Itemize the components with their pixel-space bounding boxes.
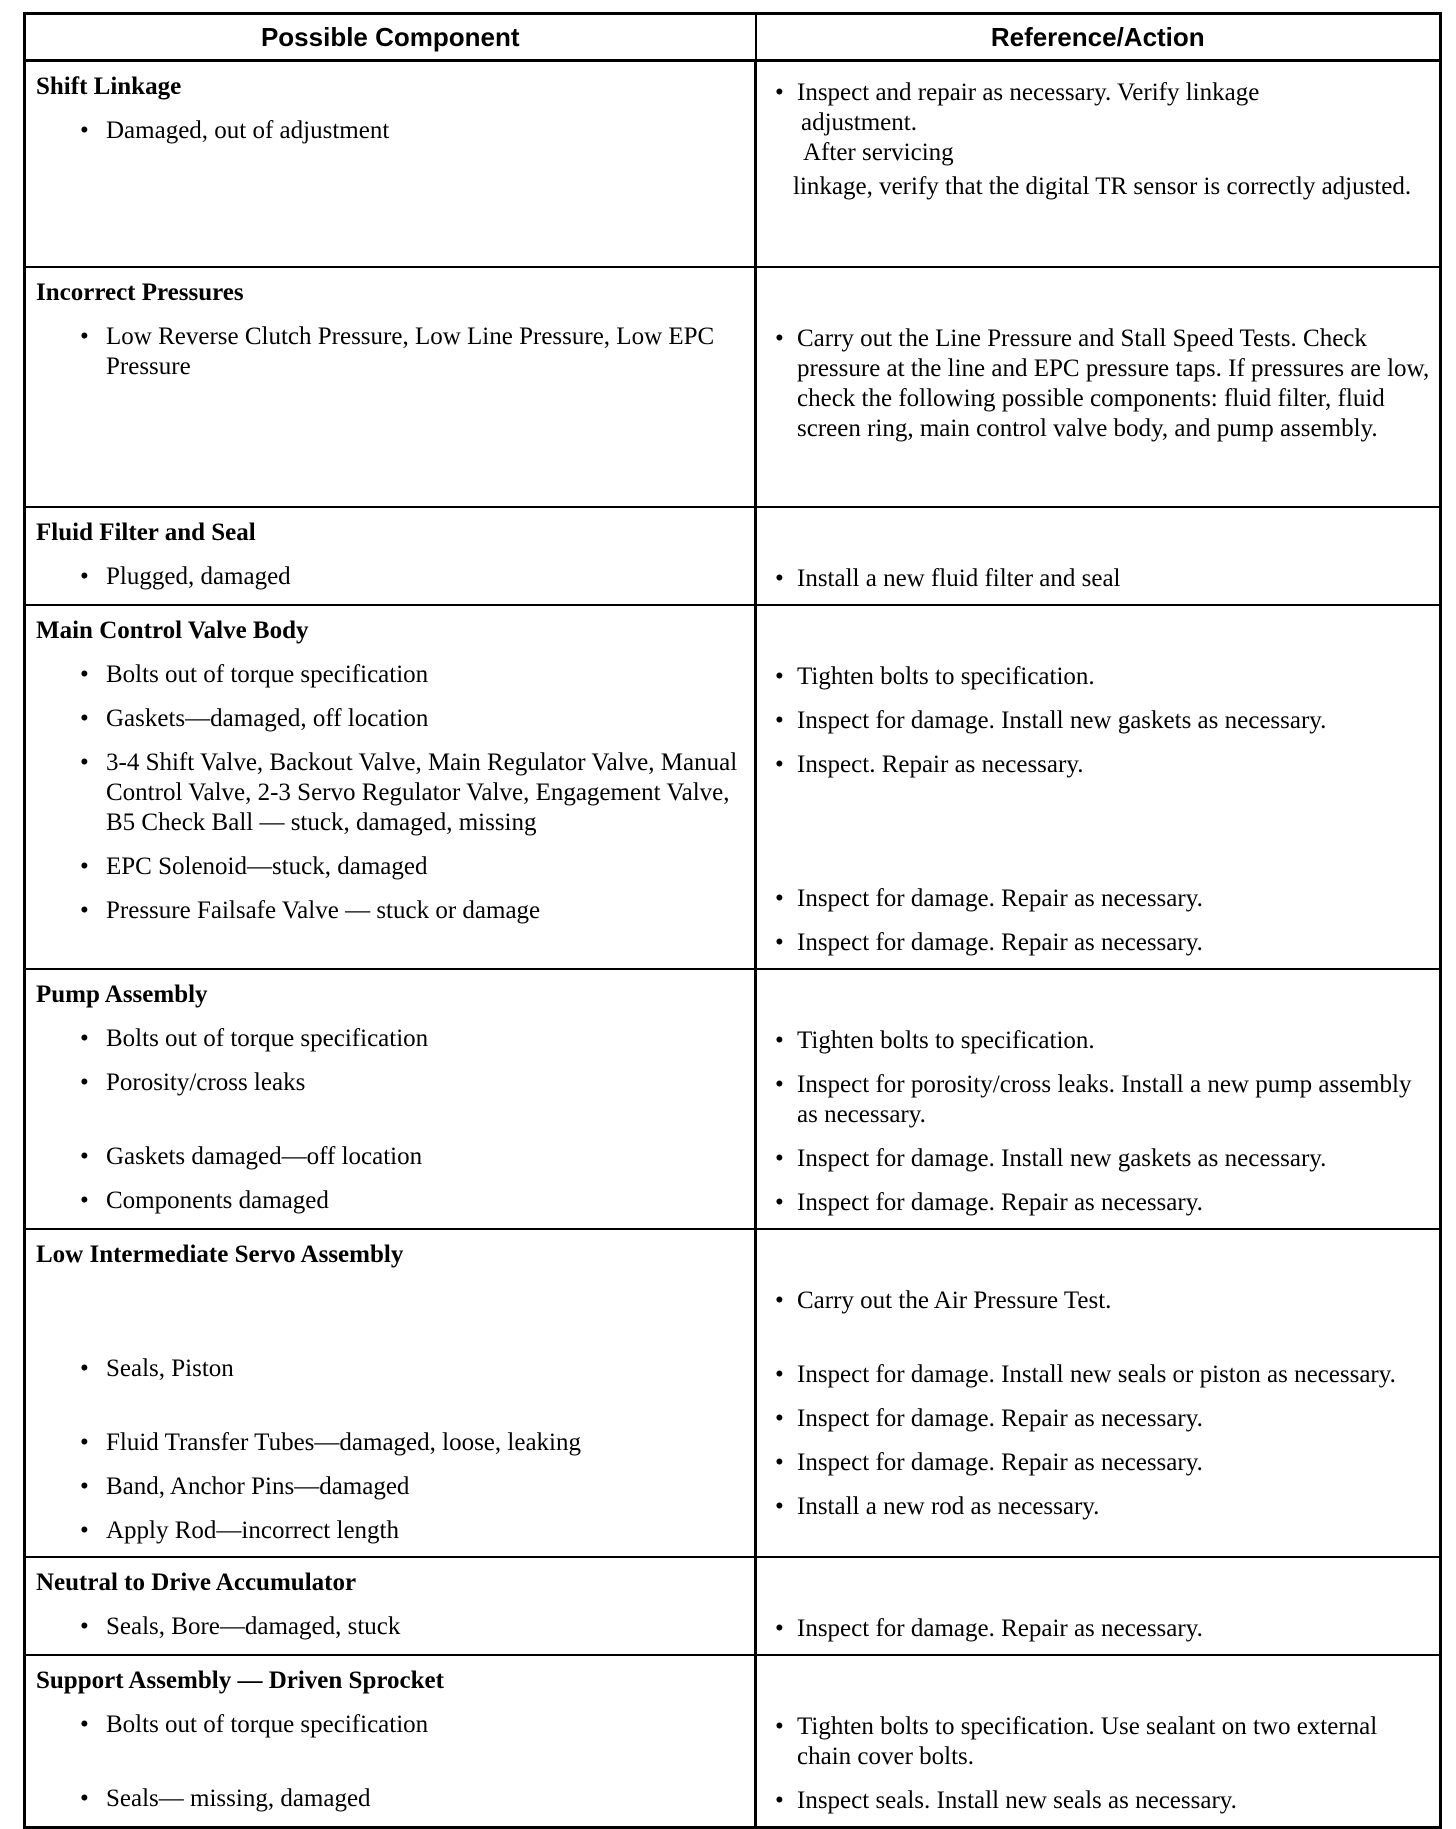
bullet: • (80, 1354, 89, 1382)
section-title: Low Intermediate Servo Assembly (36, 1240, 404, 1268)
bullet: • (80, 1068, 89, 1096)
bullet: • (80, 704, 89, 732)
action-cell (756, 1229, 1441, 1557)
action-cell (756, 605, 1441, 969)
bullet: • (775, 1286, 784, 1314)
component-cell (25, 267, 756, 507)
section-fluid-filter-seal (25, 507, 1441, 605)
section-title: Pump Assembly (36, 980, 208, 1008)
action-item: • Tighten bolts to specification. (775, 1026, 1095, 1054)
component-cell (25, 61, 756, 267)
section-title: Neutral to Drive Accumulator (36, 1568, 357, 1596)
section-shift-linkage (25, 61, 1441, 267)
component-item: • Seals, Bore—damaged, stuck (80, 1612, 401, 1640)
section-title: Fluid Filter and Seal (36, 518, 256, 546)
bullet: • (775, 662, 784, 690)
bullet: • (80, 117, 89, 144)
bullet: • (775, 79, 784, 106)
action-item: • Inspect for damage. Repair as necessary. (775, 1188, 1203, 1216)
bullet: • (80, 1024, 89, 1052)
component-cell (25, 1229, 756, 1557)
bullet: • (775, 706, 784, 734)
component-item: • Bolts out of torque specification (80, 1710, 429, 1738)
bullet: • (80, 896, 89, 924)
bullet: • (775, 1188, 784, 1216)
bullet: • (80, 1142, 89, 1170)
action-item: • Tighten bolts to specification. Use sealant on two external chain cover bolts. (775, 1712, 1378, 1770)
action-cell (756, 267, 1441, 507)
component-item: • Bolts out of torque specification (80, 660, 429, 688)
bullet: • (775, 1070, 784, 1098)
bullet: • (80, 748, 89, 776)
component-cell (25, 1557, 756, 1655)
action-cell (756, 1557, 1441, 1655)
component-item: • Components damaged (80, 1186, 329, 1214)
bullet: • (775, 1492, 784, 1520)
action-item: • Inspect for damage. Repair as necessary. (775, 928, 1203, 956)
action-item: • Inspect. Repair as necessary. (775, 750, 1084, 778)
action-item: • Inspect for damage. Install new gaskets as necessary. (775, 706, 1327, 734)
component-cell (25, 507, 756, 605)
component-cell (25, 605, 756, 969)
header-reference-action: Reference/Action (756, 14, 1441, 61)
component-item: • Bolts out of torque specification (80, 1024, 429, 1052)
component-item: • Gaskets damaged—off location (80, 1142, 423, 1170)
action-cell (756, 61, 1441, 267)
section-low-intermediate-servo (25, 1229, 1441, 1557)
section-main-control-valve-body (25, 605, 1441, 969)
bullet: • (80, 1428, 89, 1456)
bullet: • (80, 1784, 89, 1812)
action-item: • Carry out the Line Pressure and Stall Speed Tests. Check pressure at the line and EPC pressure taps. If pressures are low, check the following possible components: fluid filter, fluid screen ring, main control valve body, and pump assembly. (775, 324, 1430, 442)
bullet: • (80, 322, 89, 350)
action-cell (756, 1655, 1441, 1828)
bullet: • (775, 324, 784, 352)
bullet: • (80, 562, 89, 590)
action-text: linkage, verify that the digital TR sensor is correctly adjusted. (793, 173, 1412, 200)
section-support-assembly-driven-sprocket (25, 1655, 1441, 1828)
action-item: • Inspect for damage. Install new seals or piston as necessary. (775, 1360, 1396, 1388)
component-item: • 3-4 Shift Valve, Backout Valve, Main Regulator Valve, Manual Control Valve, 2-3 Servo Regulator Valve, Engagement Valve, B5 Check Ball — stuck, damaged, missing (80, 748, 738, 836)
action-text: adjustment. (801, 109, 917, 136)
section-title: Main Control Valve Body (36, 616, 309, 644)
component-item: • Damaged, out of adjustment (80, 117, 390, 144)
action-item: • Install a new fluid filter and seal (775, 564, 1121, 592)
component-item: • Fluid Transfer Tubes—damaged, loose, leaking (80, 1428, 581, 1456)
section-incorrect-pressures (25, 267, 1441, 507)
section-pump-assembly (25, 969, 1441, 1229)
bullet: • (775, 1144, 784, 1172)
component-item: • Low Reverse Clutch Pressure, Low Line Pressure, Low EPC Pressure (80, 322, 715, 380)
bullet: • (80, 1516, 89, 1544)
bullet: • (775, 1360, 784, 1388)
component-cell (25, 1655, 756, 1828)
action-cell (756, 507, 1441, 605)
bullet: • (80, 1472, 89, 1500)
section-title: Support Assembly — Driven Sprocket (36, 1666, 444, 1694)
action-item: • Inspect for damage. Repair as necessary. (775, 1404, 1203, 1432)
action-item: • Inspect seals. Install new seals as necessary. (775, 1786, 1237, 1814)
section-neutral-drive-accumulator (25, 1557, 1441, 1655)
bullet: • (775, 564, 784, 592)
diagnosis-table (23, 12, 1442, 1829)
bullet: • (775, 928, 784, 956)
component-item: • Seals, Piston (80, 1354, 234, 1382)
component-item: • Plugged, damaged (80, 562, 291, 590)
action-item: • Inspect for damage. Install new gaskets as necessary. (775, 1144, 1327, 1172)
action-item: • Inspect and repair as necessary. Verify linkage (775, 79, 1260, 106)
bullet: • (80, 1612, 89, 1640)
bullet: • (80, 1710, 89, 1738)
action-item: • Install a new rod as necessary. (775, 1492, 1100, 1520)
action-item: • Inspect for damage. Repair as necessary. (775, 884, 1203, 912)
bullet: • (775, 1614, 784, 1642)
action-item: • Inspect for damage. Repair as necessary. (775, 1614, 1203, 1642)
action-text: After servicing (803, 139, 954, 166)
bullet: • (80, 852, 89, 880)
component-item: • Seals— missing, damaged (80, 1784, 371, 1812)
bullet: • (775, 1026, 784, 1054)
action-cell (756, 969, 1441, 1229)
action-item: • Inspect for damage. Repair as necessary. (775, 1448, 1203, 1476)
header-row (25, 14, 1441, 61)
component-item: • Apply Rod—incorrect length (80, 1516, 399, 1544)
section-title: Shift Linkage (36, 73, 182, 100)
bullet: • (775, 1404, 784, 1432)
bullet: • (775, 1712, 784, 1740)
header-possible-component: Possible Component (25, 14, 756, 61)
bullet: • (775, 1448, 784, 1476)
component-item: • Gaskets—damaged, off location (80, 704, 429, 732)
action-item: • Tighten bolts to specification. (775, 662, 1095, 690)
action-item: • Inspect for porosity/cross leaks. Install a new pump assembly as necessary. (775, 1070, 1412, 1128)
bullet: • (775, 750, 784, 778)
section-title: Incorrect Pressures (36, 278, 244, 306)
bullet: • (775, 884, 784, 912)
action-item: • Carry out the Air Pressure Test. (775, 1286, 1112, 1314)
component-item: • Porosity/cross leaks (80, 1068, 306, 1096)
component-cell (25, 969, 756, 1229)
component-item: • Pressure Failsafe Valve — stuck or damage (80, 896, 541, 924)
bullet: • (775, 1786, 784, 1814)
bullet: • (80, 1186, 89, 1214)
bullet: • (80, 660, 89, 688)
component-item: • EPC Solenoid—stuck, damaged (80, 852, 428, 880)
component-item: • Band, Anchor Pins—damaged (80, 1472, 410, 1500)
